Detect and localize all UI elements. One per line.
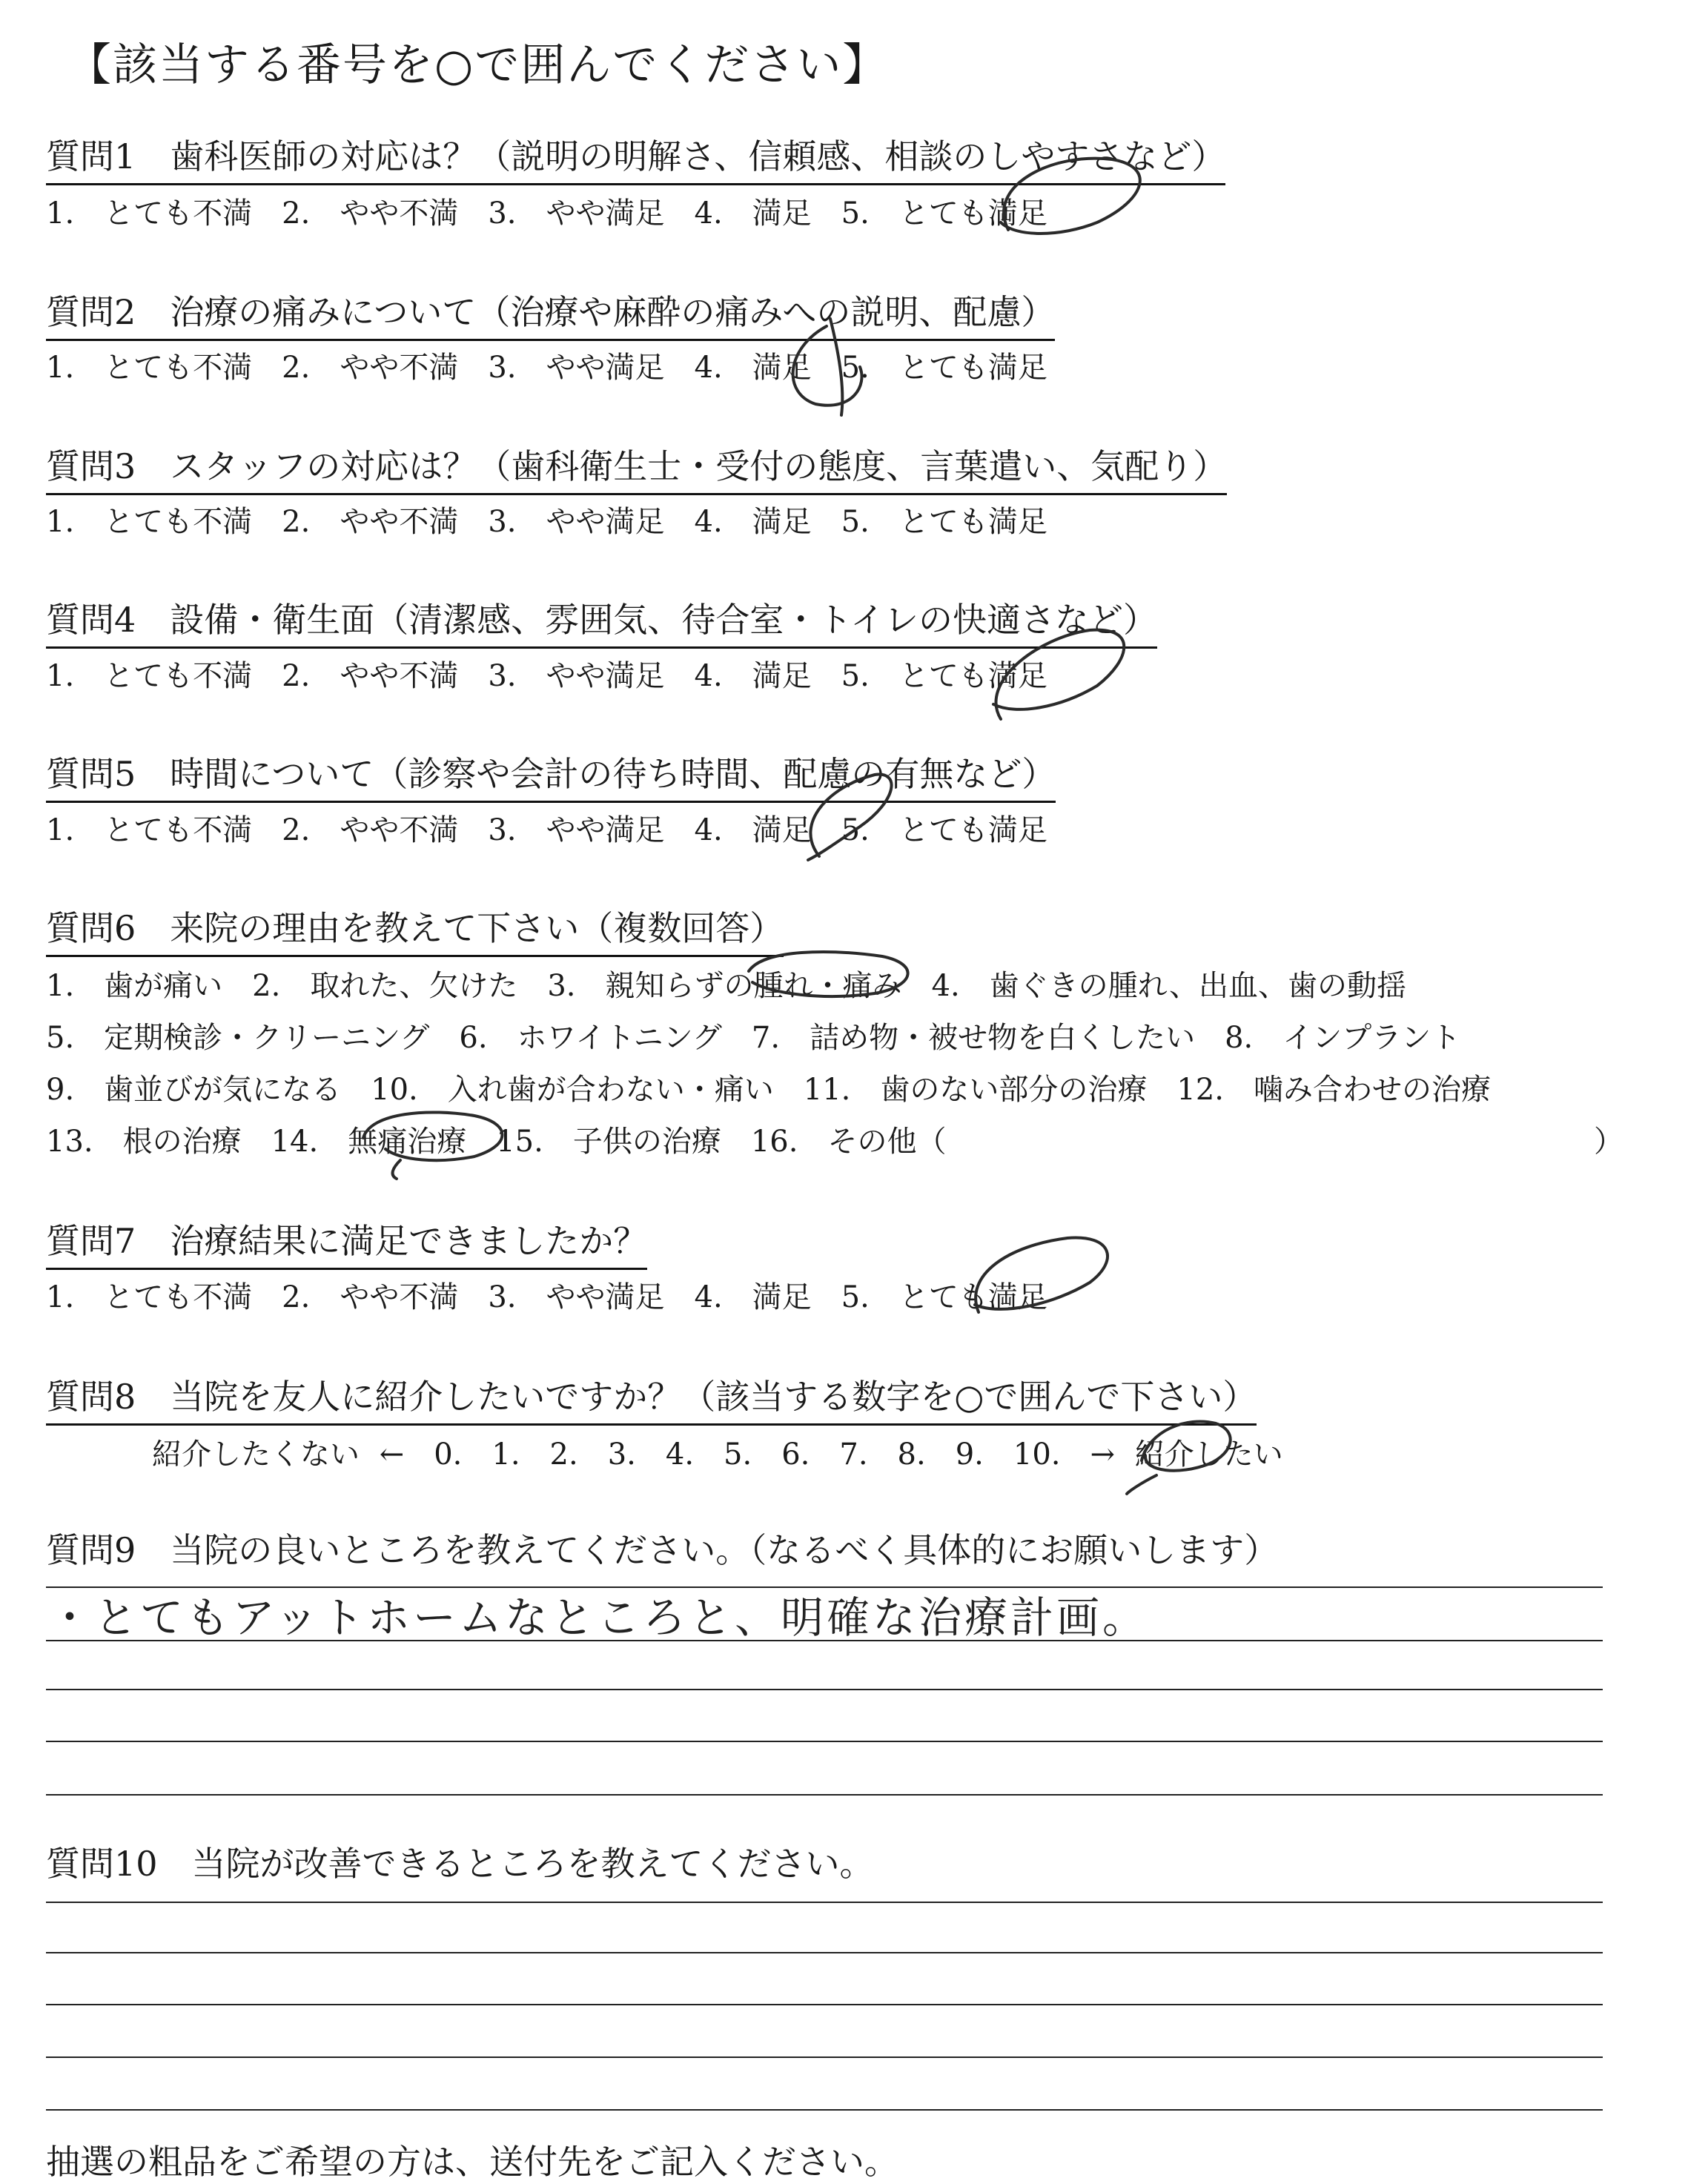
question-8-scale[interactable]: 紹介したくない ← 0. 1. 2. 3. 4. 5. 6. 7. 8. 9. 10. → 紹介したい [152, 1437, 1283, 1472]
question-6-title: 質問6 来院の理由を教えて下さい（複数回答） [46, 901, 784, 957]
question-5-title: 質問5 時間について（診察や会計の待ち時間、配慮の有無など） [46, 747, 1056, 803]
question-7-title: 質問7 治療結果に満足できましたか？ [46, 1214, 647, 1270]
question-6-options-row-1[interactable]: 1. 歯が痛い 2. 取れた、欠けた 3. 親知らずの腫れ・痛み 4. 歯ぐきの腫れ、出血、歯の動揺 [46, 969, 1407, 1003]
answer-line [46, 1952, 1603, 1953]
question-10-title: 質問10 当院が改善できるところを教えてください。 [46, 1844, 874, 1884]
answer-line [46, 1794, 1603, 1796]
answer-line [46, 1741, 1603, 1742]
question-5-options[interactable]: 1. とても不満 2. やや不満 3. やや満足 4. 満足 5. とても満足 [46, 813, 1047, 847]
question-3-title: 質問3 スタッフの対応は？（歯科衛生士・受付の態度、言葉遣い、気配り） [46, 440, 1227, 495]
question-6-options-row-4[interactable]: 13. 根の治療 14. 無痛治療 15. 子供の治療 16. その他（ [46, 1125, 947, 1159]
question-6-options-row-2[interactable]: 5. 定期検診・クリーニング 6. ホワイトニング 7. 詰め物・被せ物を白くしたい 8. インプラント [46, 1021, 1461, 1055]
question-4-title: 質問4 設備・衛生面（清潔感、雰囲気、待合室・トイレの快適さなど） [46, 593, 1157, 649]
question-1-title: 質問1 歯科医師の対応は？（説明の明解さ、信頼感、相談のしやすさなど） [46, 130, 1225, 185]
answer-line [46, 1689, 1603, 1690]
page-title: 【該当する番号を○で囲んでください】 [67, 39, 889, 91]
question-7-options[interactable]: 1. とても不満 2. やや不満 3. やや満足 4. 満足 5. とても満足 [46, 1280, 1047, 1314]
footer-note: 抽選の粗品をご希望の方は、送付先をご記入ください。 [46, 2142, 898, 2182]
question-3-options[interactable]: 1. とても不満 2. やや不満 3. やや満足 4. 満足 5. とても満足 [46, 505, 1047, 539]
answer-line [46, 2109, 1603, 2111]
question-9-handwritten-answer[interactable]: ・とてもアットホームなところと、明確な治療計画。 [48, 1592, 1148, 1643]
other-close-paren: ） [1594, 1125, 1623, 1159]
question-8-title: 質問8 当院を友人に紹介したいですか？（該当する数字を○で囲んで下さい） [46, 1370, 1257, 1426]
answer-line [46, 2004, 1603, 2005]
question-6-options-row-3[interactable]: 9. 歯並びが気になる 10. 入れ歯が合わない・痛い 11. 歯のない部分の治療 12. 噛み合わせの治療 [46, 1073, 1492, 1107]
question-2-title: 質問2 治療の痛みについて（治療や麻酔の痛みへの説明、配慮） [46, 285, 1055, 341]
question-1-options[interactable]: 1. とても不満 2. やや不満 3. やや満足 4. 満足 5. とても満足 [46, 196, 1047, 231]
answer-line [46, 1902, 1603, 1903]
answer-line [46, 2056, 1603, 2058]
question-4-options[interactable]: 1. とても不満 2. やや不満 3. やや満足 4. 満足 5. とても満足 [46, 659, 1047, 693]
question-2-options[interactable]: 1. とても不満 2. やや不満 3. やや満足 4. 満足 5. とても満足 [46, 351, 1047, 385]
question-9-title: 質問9 当院の良いところを教えてください。（なるべく具体的にお願いします） [46, 1530, 1279, 1570]
